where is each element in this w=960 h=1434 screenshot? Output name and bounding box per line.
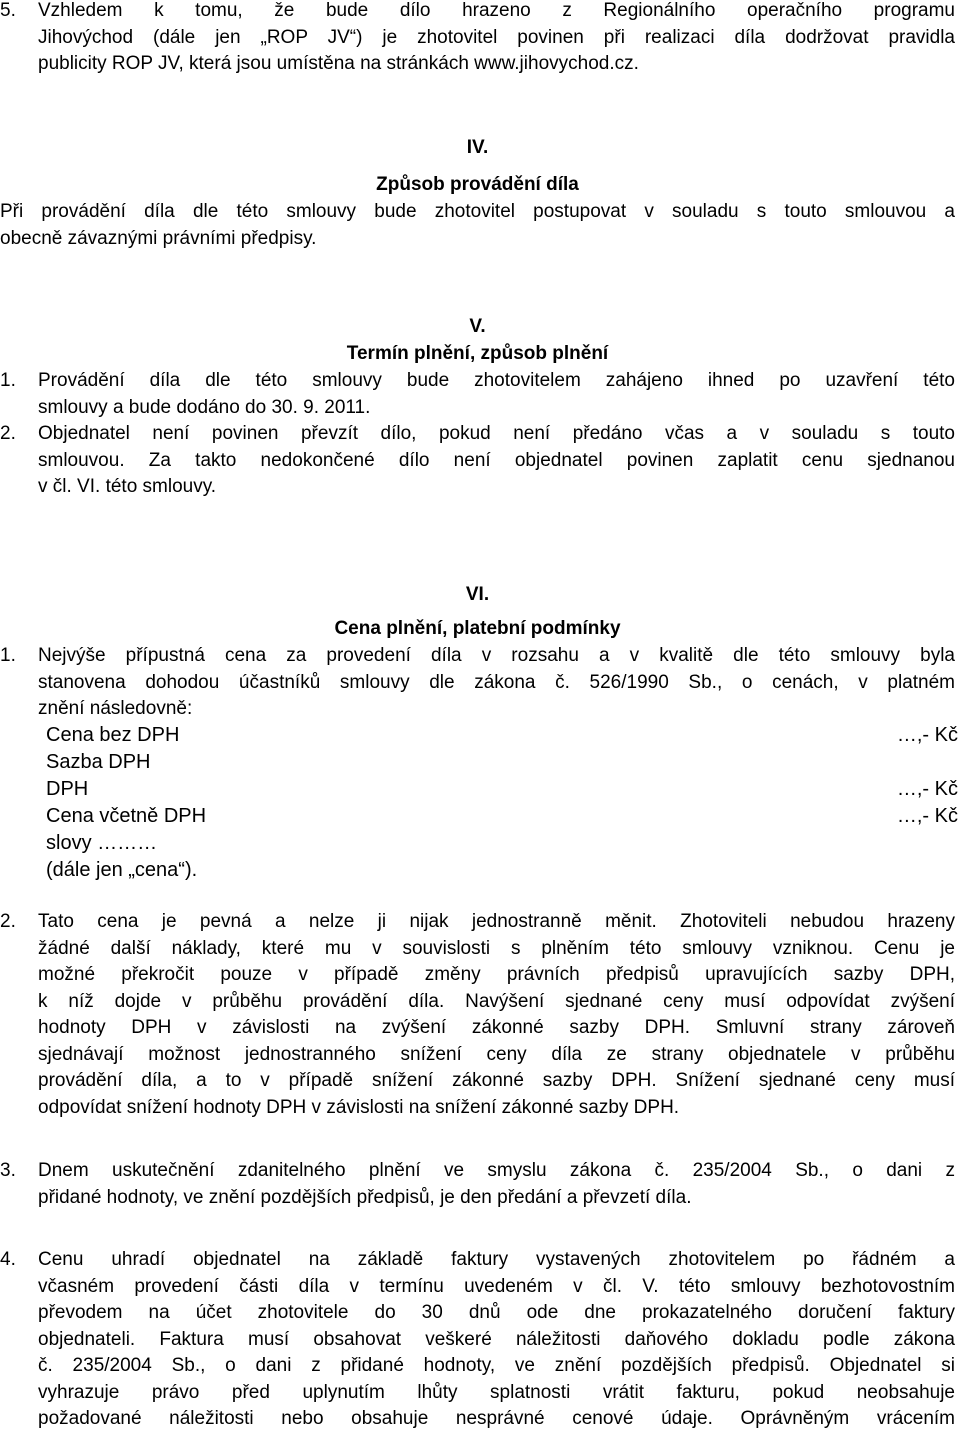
clause-number: 3. <box>0 1160 16 1181</box>
clause-line: objednateli. Faktura musí obsahovat veškeré náležitosti daňového dokladu podle zákona <box>38 1328 955 1350</box>
clause-line: přidané hodnoty, ve znění pozdějších předpisů, je den předání a převzetí díla. <box>38 1186 692 1208</box>
clause-line: včasném provedení části díla v termínu uvedeném v čl. V. této smlouvy bezhotovostním <box>38 1275 955 1297</box>
section-iv-title: Způsob provádění díla <box>376 174 579 195</box>
clause-number: 5. <box>0 0 16 21</box>
clause-line: Dnem uskutečnění zdanitelného plnění ve smyslu zákona č. 235/2004 Sb., o dani z <box>38 1160 955 1181</box>
clause-line: k níž dojde v průběhu provádění díla. Navýšení sjednané ceny musí odpovídat zvýšení <box>38 990 955 1012</box>
section-vi-numeral: VI. <box>465 584 490 605</box>
clause-number: 1. <box>0 370 16 391</box>
price-label: DPH <box>46 778 89 800</box>
clause-line: odpovídat snížení hodnoty DPH v závislosti na snížení zákonné sazby DPH. <box>38 1096 680 1118</box>
clause-line: požadované náležitosti nebo obsahuje nesprávné cenové údaje. Oprávněným vrácením <box>38 1408 955 1429</box>
clause-line: stanovena dohodou účastníků smlouvy dle zákona č. 526/1990 Sb., o cenách, v platném <box>38 671 955 693</box>
clause-line: v čl. VI. této smlouvy. <box>38 476 217 497</box>
clause-line: sjednávají možnost jednostranného snížení ceny díla ze strany objednatele v průběhu <box>38 1043 955 1065</box>
clause-number: 2. <box>0 423 16 444</box>
section-v-numeral: V. <box>469 316 486 337</box>
clause-line: vyhrazuje právo před uplynutím lhůty splatnosti vrátit fakturu, pokud neobsahuje <box>38 1381 955 1403</box>
clause-line: provádění díla, a to v případě snížení zákonné sazby DPH. Snížení sjednané ceny musí <box>38 1070 955 1091</box>
section-v-clause-2 <box>0 421 955 501</box>
section-vi-clause-4 <box>0 1247 955 1433</box>
clause-number: 4. <box>0 1249 16 1270</box>
price-label: Cena bez DPH <box>46 724 180 746</box>
price-label: Sazba DPH <box>46 751 151 773</box>
section-iv-numeral: IV. <box>466 137 489 158</box>
clause-number: 2. <box>0 911 16 932</box>
section-vi-clause-2 <box>0 909 955 1121</box>
section-vi-clause-3 <box>0 1158 955 1211</box>
intro-clause <box>0 0 955 78</box>
section-iv-paragraph <box>0 199 955 252</box>
clause-line: převodem na účet zhotovitele do 30 dnů ode dne prokazatelného doručení faktury <box>38 1302 955 1323</box>
paragraph-line: Při provádění díla dle této smlouvy bude zhotovitel postupovat v souladu s touto smlouvou a <box>0 201 955 222</box>
clause-line: Nejvýše přípustná cena za provedení díla v rozsahu a v kvalitě dle této smlouvy byla <box>38 645 955 666</box>
clause-line: č. 235/2004 Sb., o dani z přidané hodnoty, ve znění pozdějších předpisů. Objednatel si <box>38 1355 955 1376</box>
section-v-clause-1 <box>0 368 955 421</box>
section-vi-clause-1 <box>0 643 955 723</box>
price-value: …,- Kč <box>896 778 958 800</box>
clause-line: smlouvy a bude dodáno do 30. 9. 2011. <box>38 396 371 418</box>
clause-number: 1. <box>0 645 16 666</box>
clause-line: možné překročit pouze v případě změny právních předpisů upravujících sazby DPH, <box>38 964 955 985</box>
clause-line: znění následovně: <box>38 698 193 719</box>
price-label: slovy ……… <box>46 832 158 854</box>
clause-line: Jihovýchod (dále jen „ROP JV“) je zhotovitel povinen při realizaci díla dodržovat pravidla <box>38 26 955 48</box>
price-value: …,- Kč <box>896 724 958 746</box>
clause-line: smlouvou. Za takto nedokončené dílo není objednatel povinen zaplatit cenu sjednanou <box>38 449 955 471</box>
paragraph-line: obecně závaznými právními předpisy. <box>0 227 317 249</box>
price-value: …,- Kč <box>896 805 958 827</box>
clause-line: hodnoty DPH v závislosti na zvýšení zákonné sazby DPH. Smluvní strany zároveň <box>38 1017 955 1038</box>
section-vi-title: Cena plnění, platební podmínky <box>334 618 621 639</box>
clause-line: Cenu uhradí objednatel na základě faktury vystavených zhotovitelem po řádném a <box>38 1249 955 1270</box>
price-label: (dále jen „cena“). <box>46 859 198 881</box>
clause-line: publicity ROP JV, která jsou umístěna na stránkách www.jihovychod.cz. <box>38 53 639 74</box>
clause-line: žádné další náklady, které mu v souvislosti s plněním této smlouvy vzniknou. Cenu je <box>38 937 955 959</box>
section-v-title: Termín plnění, způsob plnění <box>346 343 609 364</box>
price-label: Cena včetně DPH <box>46 805 207 827</box>
clause-line: Provádění díla dle této smlouvy bude zhotovitelem zahájeno ihned po uzavření této <box>38 370 955 391</box>
clause-line: Vzhledem k tomu, že bude dílo hrazeno z Regionálního operačního programu <box>38 0 955 21</box>
clause-line: Objednatel není povinen převzít dílo, pokud není předáno včas a v souladu s touto <box>38 423 955 444</box>
clause-line: Tato cena je pevná a nelze ji nijak jednostranně měnit. Zhotoviteli nebudou hrazeny <box>38 911 955 932</box>
